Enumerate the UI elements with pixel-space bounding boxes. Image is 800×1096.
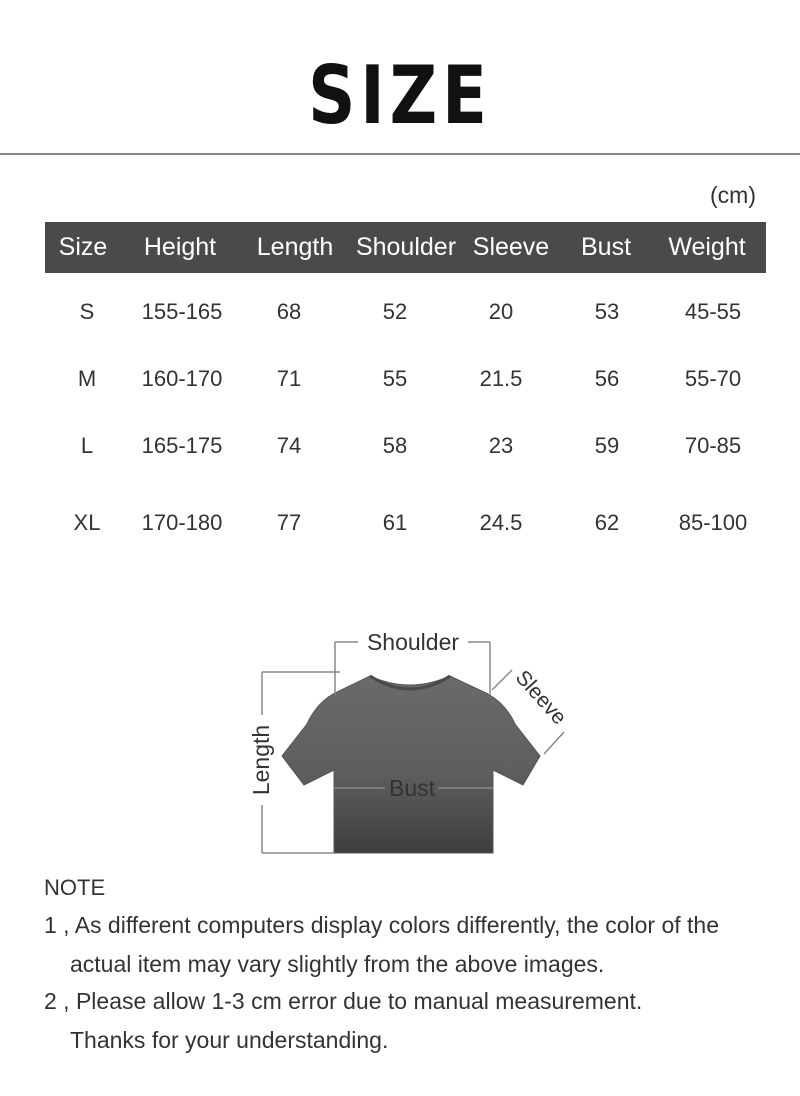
table-row bbox=[45, 426, 766, 466]
measurement-diagram bbox=[240, 620, 580, 860]
table-row bbox=[45, 503, 766, 543]
cell-sleeve: 21.5 bbox=[479, 366, 523, 391]
cell-size: XL bbox=[73, 510, 101, 535]
header-shoulder: Shoulder bbox=[355, 233, 457, 261]
cell-weight: 55-70 bbox=[684, 366, 742, 391]
cell-shoulder: 61 bbox=[382, 510, 408, 535]
cell-sleeve: 24.5 bbox=[479, 510, 523, 535]
cell-size: L bbox=[80, 433, 94, 458]
cell-weight: 85-100 bbox=[678, 510, 748, 535]
cell-sleeve: 20 bbox=[488, 299, 514, 324]
table-row bbox=[45, 292, 766, 332]
note-heading: NOTE bbox=[44, 875, 106, 900]
cell-weight: 45-55 bbox=[684, 299, 742, 324]
cell-bust: 56 bbox=[594, 366, 620, 391]
note-item-1-line-2: actual item may vary slightly from the above images. bbox=[70, 951, 605, 977]
cell-height: 160-170 bbox=[141, 366, 223, 391]
page-title: SIZE bbox=[308, 49, 492, 142]
table-row bbox=[45, 359, 766, 399]
size-table-header bbox=[45, 222, 766, 273]
cell-sleeve: 23 bbox=[488, 433, 514, 458]
unit-label: (cm) bbox=[710, 182, 756, 208]
header-height: Height bbox=[143, 233, 217, 261]
cell-shoulder: 58 bbox=[382, 433, 408, 458]
header-bust: Bust bbox=[580, 233, 632, 261]
cell-height: 170-180 bbox=[141, 510, 223, 535]
header-weight: Weight bbox=[668, 233, 746, 261]
cell-size: M bbox=[77, 366, 97, 391]
cell-height: 165-175 bbox=[141, 433, 223, 458]
shoulder-label: Shoulder bbox=[366, 629, 460, 655]
cell-height: 155-165 bbox=[141, 299, 223, 324]
sleeve-label: Sleeve bbox=[510, 666, 571, 730]
cell-weight: 70-85 bbox=[684, 433, 742, 458]
cell-bust: 62 bbox=[594, 510, 620, 535]
cell-shoulder: 52 bbox=[382, 299, 408, 324]
cell-size: S bbox=[79, 299, 95, 324]
cell-bust: 59 bbox=[594, 433, 620, 458]
cell-shoulder: 55 bbox=[382, 366, 408, 391]
note-item-2-line-1: 2 , Please allow 1-3 cm error due to manual measurement. bbox=[44, 988, 643, 1014]
cell-length: 77 bbox=[276, 510, 302, 535]
cell-length: 68 bbox=[276, 299, 302, 324]
note-item-2-line-2: Thanks for your understanding. bbox=[70, 1027, 389, 1053]
cell-length: 71 bbox=[276, 366, 302, 391]
tshirt-icon bbox=[282, 676, 540, 853]
header-sleeve: Sleeve bbox=[472, 233, 550, 261]
cell-bust: 53 bbox=[594, 299, 620, 324]
header-size: Size bbox=[58, 233, 108, 261]
length-label: Length bbox=[248, 724, 274, 796]
header-length: Length bbox=[256, 233, 334, 261]
title-divider bbox=[0, 153, 800, 155]
cell-length: 74 bbox=[276, 433, 302, 458]
note-item-1-line-1: 1 , As different computers display colors differently, the color of the bbox=[44, 912, 720, 938]
bust-label: Bust bbox=[388, 775, 436, 801]
